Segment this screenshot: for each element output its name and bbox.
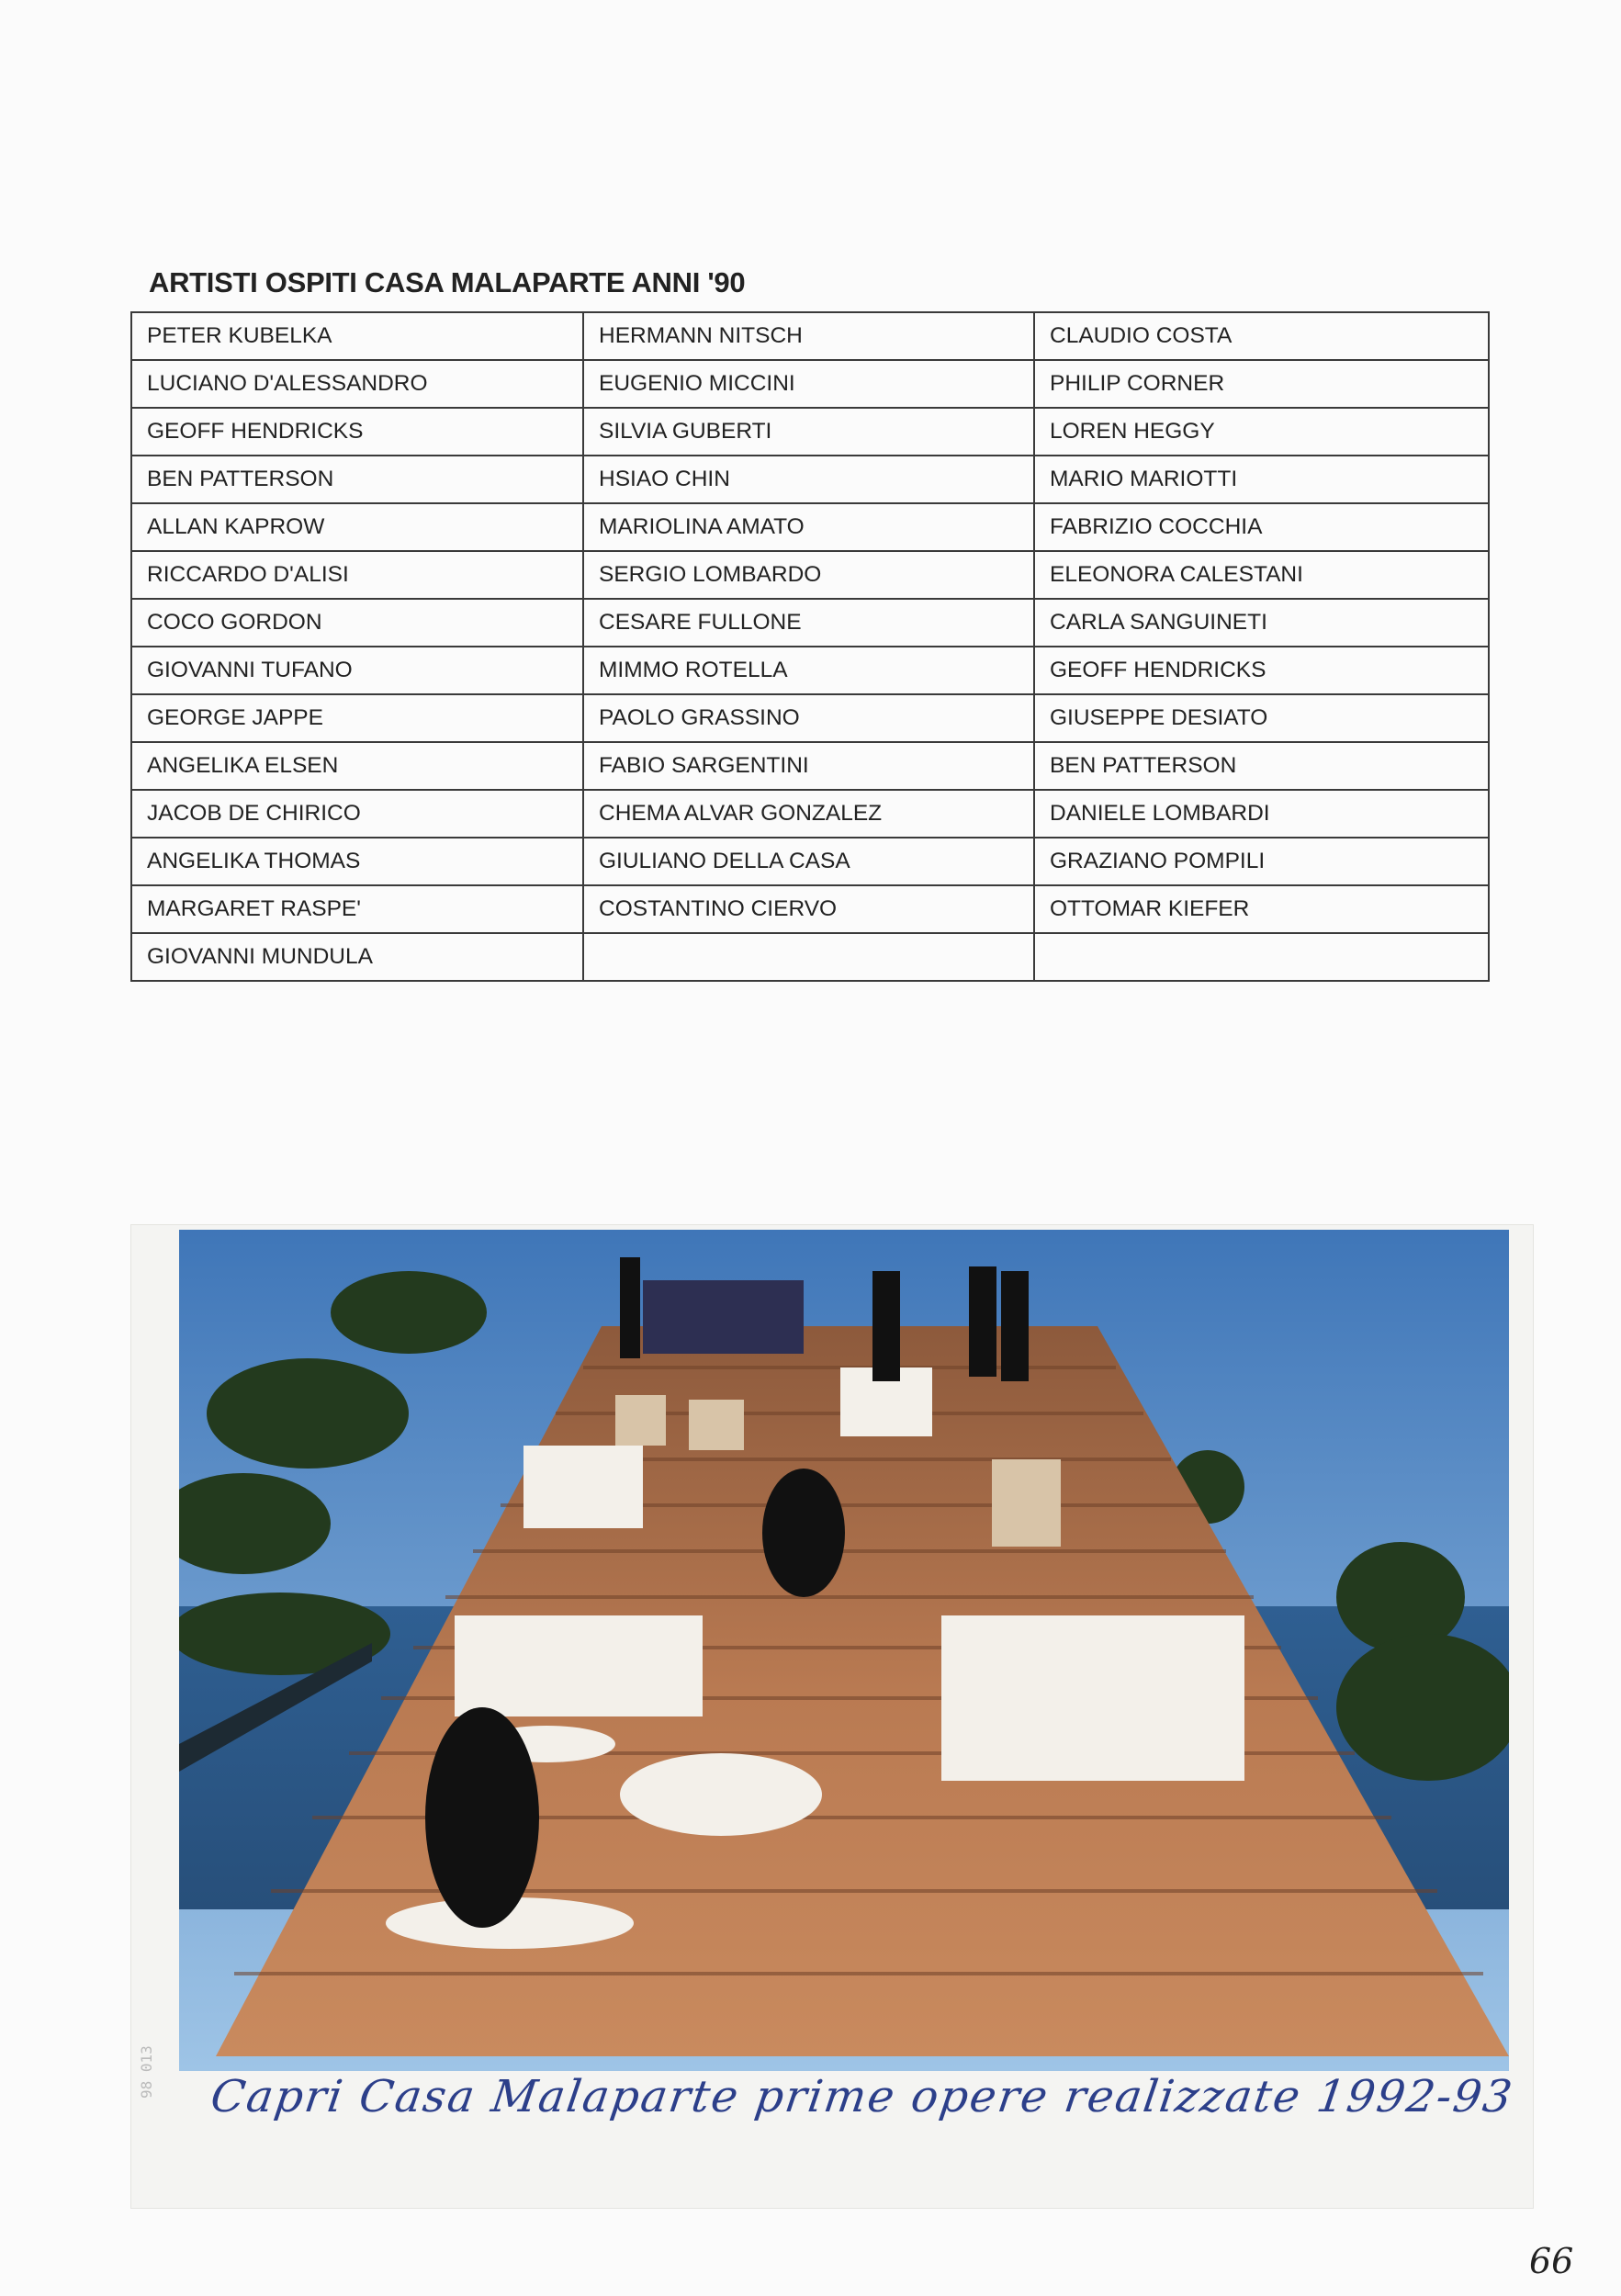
artist-name-cell: BEN PATTERSON: [131, 456, 583, 503]
artist-name-cell: MIMMO ROTELLA: [583, 647, 1034, 694]
table-row: [131, 742, 1489, 790]
artist-name-cell: JACOB DE CHIRICO: [131, 790, 583, 838]
artist-name-cell: MARGARET RASPE': [131, 885, 583, 933]
artist-name-cell: GIOVANNI MUNDULA: [131, 933, 583, 981]
artist-name-cell: ANGELIKA THOMAS: [131, 838, 583, 885]
table-row: [131, 647, 1489, 694]
artist-name-cell: MARIO MARIOTTI: [1034, 456, 1489, 503]
artist-name-cell: ANGELIKA ELSEN: [131, 742, 583, 790]
artist-name-cell: HSIAO CHIN: [583, 456, 1034, 503]
artist-name-cell: GEOFF HENDRICKS: [131, 408, 583, 456]
artist-name-cell: GIULIANO DELLA CASA: [583, 838, 1034, 885]
artist-name-cell: COSTANTINO CIERVO: [583, 885, 1034, 933]
artists-table: [130, 311, 1490, 982]
artist-name-cell: GEOFF HENDRICKS: [1034, 647, 1489, 694]
artist-name-cell: SERGIO LOMBARDO: [583, 551, 1034, 599]
artist-name-cell: PAOLO GRASSINO: [583, 694, 1034, 742]
table-row: [131, 933, 1489, 981]
table-row: [131, 694, 1489, 742]
artist-name-cell: COCO GORDON: [131, 599, 583, 647]
table-row: [131, 456, 1489, 503]
artist-name-cell: LOREN HEGGY: [1034, 408, 1489, 456]
table-row: [131, 503, 1489, 551]
artist-name-cell: SILVIA GUBERTI: [583, 408, 1034, 456]
photo-lab-stamp: 98 013: [138, 2045, 155, 2099]
page-number: 66: [1529, 2241, 1574, 2281]
artist-name-cell: MARIOLINA AMATO: [583, 503, 1034, 551]
photo-caption-handwritten: Capri Casa Malaparte prime opere realizzate 1992-93: [208, 2071, 1517, 2122]
artist-name-cell: ELEONORA CALESTANI: [1034, 551, 1489, 599]
artist-name-cell: BEN PATTERSON: [1034, 742, 1489, 790]
artist-name-cell: PHILIP CORNER: [1034, 360, 1489, 408]
document-title: ARTISTI OSPITI CASA MALAPARTE ANNI '90: [149, 266, 746, 298]
table-row: [131, 599, 1489, 647]
table-row: [131, 551, 1489, 599]
artist-name-cell: GIUSEPPE DESIATO: [1034, 694, 1489, 742]
artist-name-cell: OTTOMAR KIEFER: [1034, 885, 1489, 933]
artist-name-cell: [1034, 933, 1489, 981]
artist-name-cell: FABIO SARGENTINI: [583, 742, 1034, 790]
photo-casa-malaparte-steps: [179, 1230, 1509, 2071]
artist-name-cell: LUCIANO D'ALESSANDRO: [131, 360, 583, 408]
table-row: [131, 790, 1489, 838]
artist-name-cell: [583, 933, 1034, 981]
table-row: [131, 312, 1489, 360]
artist-name-cell: CESARE FULLONE: [583, 599, 1034, 647]
artist-name-cell: ALLAN KAPROW: [131, 503, 583, 551]
artist-name-cell: CHEMA ALVAR GONZALEZ: [583, 790, 1034, 838]
artist-name-cell: GEORGE JAPPE: [131, 694, 583, 742]
table-row: [131, 838, 1489, 885]
artist-name-cell: HERMANN NITSCH: [583, 312, 1034, 360]
artist-name-cell: CARLA SANGUINETI: [1034, 599, 1489, 647]
artist-name-cell: FABRIZIO COCCHIA: [1034, 503, 1489, 551]
artist-name-cell: GIOVANNI TUFANO: [131, 647, 583, 694]
artist-name-cell: RICCARDO D'ALISI: [131, 551, 583, 599]
artist-name-cell: DANIELE LOMBARDI: [1034, 790, 1489, 838]
artist-name-cell: PETER KUBELKA: [131, 312, 583, 360]
artist-name-cell: GRAZIANO POMPILI: [1034, 838, 1489, 885]
artist-name-cell: EUGENIO MICCINI: [583, 360, 1034, 408]
table-row: [131, 408, 1489, 456]
artist-name-cell: CLAUDIO COSTA: [1034, 312, 1489, 360]
table-row: [131, 885, 1489, 933]
table-row: [131, 360, 1489, 408]
